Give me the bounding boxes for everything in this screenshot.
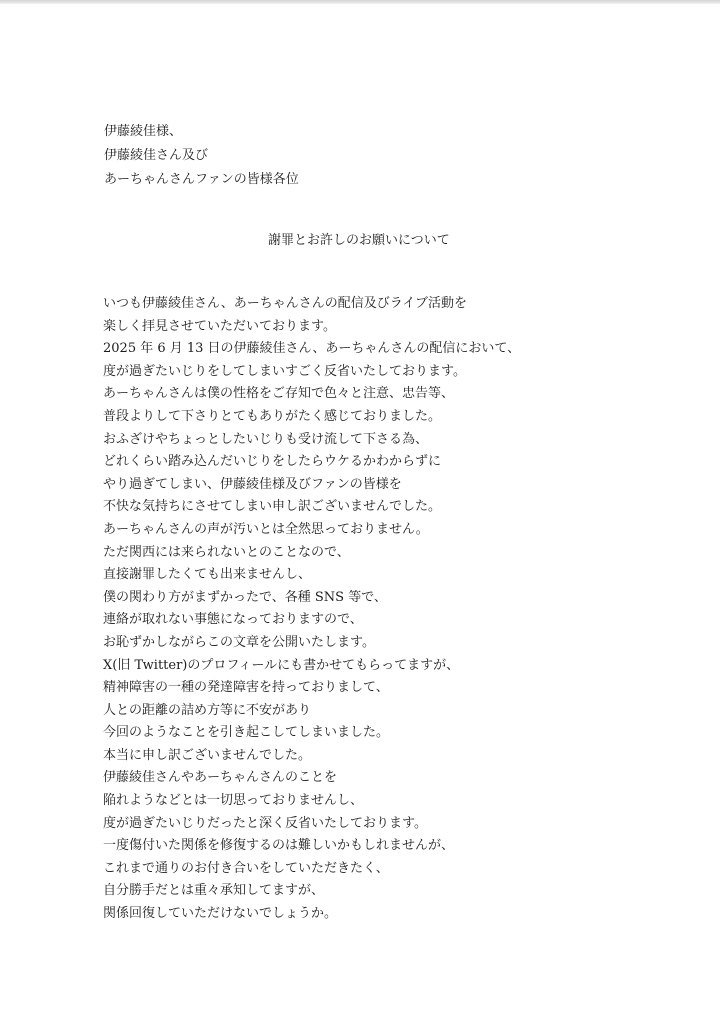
body-line: これまで通りのお付き合いをしていただきたく、 [103,860,389,876]
body-line: 今回のようなことを引き起こしてしまいました。 [103,725,390,741]
body-line: いつも伊藤綾佳さん、あーちゃんさんの配信及びライブ活動を [103,296,468,311]
body-line: やり過ぎてしまい、伊藤綾佳様及びファンの皆様を [103,476,402,492]
body-line: 本当に申し訳ございませんでした。 [103,747,312,763]
addressee-block [104,120,299,192]
document-title: 謝罪とお許しのお願いについて [268,233,450,248]
body-line: お恥ずかしながらこの文章を公開いたします。 [103,634,375,650]
body-line: おふざけやちょっとしたいじりも受け流して下さる為、 [103,431,429,447]
addressee-line: 伊藤綾佳様、 [104,124,183,139]
body-line: 一度傷付いた関係を修復するのは難しいかもしれませんが、 [103,838,455,854]
top-edge-shadow [0,0,720,4]
body-line: あーちゃんさんは僕の性格をご存知で色々と注意、忠告等、 [103,386,455,402]
body-line: 不快な気持ちにさせてしまい申し訳ございませんでした。 [103,499,442,515]
addressee-line: あーちゃんさんファンの皆様各位 [104,172,299,187]
body-line: 連絡が取れない事態になっておりますので、 [103,612,363,628]
body-line: 直接謝罪したくても出来ませんし、 [103,567,312,583]
body-line: 楽しく拝見させていただいております。 [103,318,336,334]
body-line: 伊藤綾佳さんやあーちゃんさんのことを [103,770,338,786]
body-line: ただ関西には来られないとのことなので、 [103,544,350,560]
body-line: 自分勝手だとは重々承知してますが、 [103,883,325,899]
body-line: 度が過ぎたいじりだったと深く反省いたしております。 [103,815,427,831]
body-line: 精神障害の一種の発達障害を持っておりまして、 [103,680,389,696]
body-line: 度が過ぎたいじりをしてしまいすごく反省いたしております。 [103,363,466,379]
body-line: 人との距離の詰め方等に不安があり [103,702,312,718]
body-line: 関係回復していただけないでしょうか。 [103,906,338,922]
body-line: 2025 年 6 月 13 日の伊藤綾佳さん、あーちゃんさんの配信において、 [103,341,521,357]
body-line: 普段よりして下さりとてもありがたく感じておりました。 [103,408,442,424]
addressee-line: 伊藤綾佳さん及び [104,148,209,163]
body-line: 陥れようなどとは一切思っておりませんし、 [103,793,364,809]
body-text [103,293,520,926]
body-line: X(旧 Twitter)のプロフィールにも書かせてもらってますが、 [103,657,460,673]
body-line: 僕の関わり方がまずかったで、各種 SNS 等で、 [103,589,387,605]
body-line: あーちゃんさんの声が汚いとは全然思っておりません。 [103,521,429,537]
body-line: どれくらい踏み込んだいじりをしたらウケるかわからずに [103,454,442,470]
